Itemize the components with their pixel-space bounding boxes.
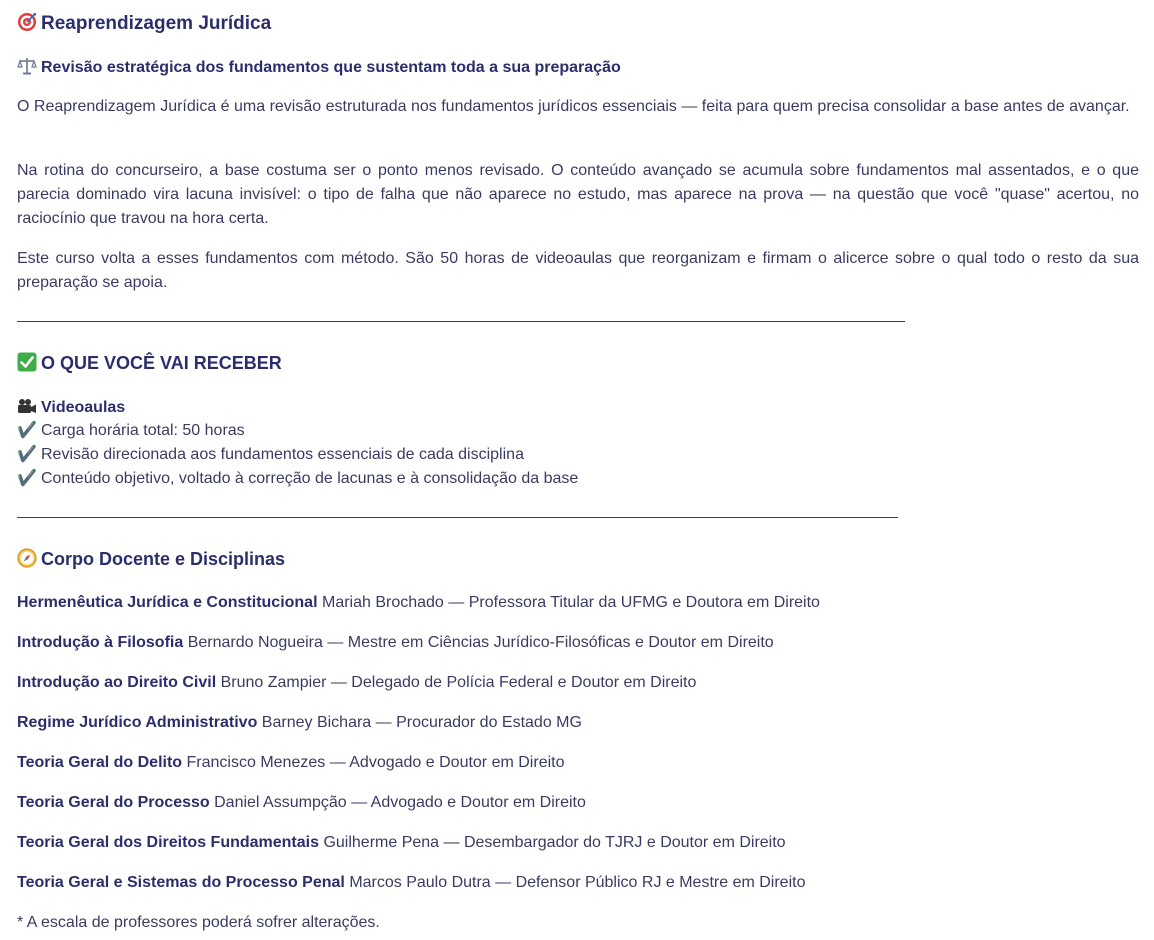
- faculty-entry: [17, 671, 696, 695]
- list-item: ✔️ Conteúdo objetivo, voltado à correção de lacunas e à consolidação da base: [17, 467, 578, 491]
- subject-name: Teoria Geral do Delito: [17, 754, 183, 771]
- subject-name: Introdução ao Direito Civil: [17, 674, 217, 691]
- intro-paragraph-3: Este curso volta a esses fundamentos com método. São 50 horas de videoaulas que reorganizam e firmam o alicerce sobre o qual todo o resto da sua preparação se apoia.: [17, 250, 1139, 291]
- faculty-entry: [17, 791, 586, 815]
- intro-paragraph-1: O Reaprendizagem Jurídica é uma revisão estruturada nos fundamentos jurídicos essenciais — feita para quem precisa consolidar a base antes de avançar.: [17, 98, 1130, 115]
- faculty-note: * A escala de professores poderá sofrer alterações.: [17, 914, 380, 931]
- compass-icon: [17, 548, 41, 570]
- faculty-entry: [17, 871, 805, 895]
- list-item: ✔️ Carga horária total: 50 horas: [17, 419, 245, 443]
- teacher-info: Barney Bichara — Procurador do Estado MG: [261, 714, 582, 731]
- receive-heading-text: O QUE VOCÊ VAI RECEBER: [41, 353, 282, 373]
- subject-name: Teoria Geral e Sistemas do Processo Penal: [17, 874, 345, 891]
- intro-paragraph-2: Na rotina do concurseiro, a base costuma ser o ponto menos revisado. O conteúdo avançado se acumula sobre fundamentos mal assentados, e o que parecia dominado vira lacuna invisível: o tipo de falha que não aparece no estudo, mas aparece na prova — na questão que você "quase" acertou, no raciocínio que travou na hora certa.: [17, 162, 1139, 227]
- list-item: ✔️ Revisão direcionada aos fundamentos essenciais de cada disciplina: [17, 443, 524, 467]
- video-camera-icon: [17, 395, 41, 419]
- target-icon: [17, 12, 41, 34]
- subject-name: Hermenêutica Jurídica e Constitucional: [17, 594, 318, 611]
- subject-name: Regime Jurídico Administrativo: [17, 714, 258, 731]
- check-box-icon: [17, 352, 41, 374]
- subject-name: Introdução à Filosofia: [17, 634, 184, 651]
- videoaulas-group: [17, 395, 125, 420]
- teacher-info: Bruno Zampier — Delegado de Polícia Federal e Doutor em Direito: [220, 674, 697, 691]
- faculty-entry: [17, 711, 582, 735]
- faculty-heading: [17, 548, 285, 570]
- subject-name: Teoria Geral dos Direitos Fundamentais: [17, 834, 319, 851]
- heavy-check-icon: ✔️: [17, 422, 37, 439]
- subtitle: [17, 57, 621, 77]
- teacher-info: Daniel Assumpção — Advogado e Doutor em Direito: [214, 794, 586, 811]
- faculty-entry: [17, 831, 786, 855]
- faculty-entry: [17, 631, 774, 655]
- teacher-info: Marcos Paulo Dutra — Defensor Público RJ e Mestre em Direito: [349, 874, 806, 891]
- faculty-entry: [17, 751, 564, 775]
- faculty-heading-text: Corpo Docente e Disciplinas: [41, 549, 286, 569]
- heavy-check-icon: ✔️: [17, 446, 37, 463]
- scales-icon: [17, 57, 41, 76]
- divider: [17, 517, 898, 518]
- title-text: Reaprendizagem Jurídica: [41, 13, 272, 34]
- receive-heading: [17, 352, 282, 374]
- teacher-info: Francisco Menezes — Advogado e Doutor em Direito: [186, 754, 565, 771]
- subject-name: Teoria Geral do Processo: [17, 794, 210, 811]
- teacher-info: Guilherme Pena — Desembargador do TJRJ e Doutor em Direito: [323, 834, 786, 851]
- page-title: [17, 12, 271, 35]
- teacher-info: Bernardo Nogueira — Mestre em Ciências Jurídico-Filosóficas e Doutor em Direito: [187, 634, 774, 651]
- divider: [17, 321, 905, 322]
- faculty-entry: [17, 591, 820, 615]
- videoaulas-title: Videoaulas: [41, 399, 126, 416]
- heavy-check-icon: ✔️: [17, 470, 37, 487]
- teacher-info: Mariah Brochado — Professora Titular da UFMG e Doutora em Direito: [321, 594, 820, 611]
- subtitle-text: Revisão estratégica dos fundamentos que sustentam toda a sua preparação: [41, 59, 621, 76]
